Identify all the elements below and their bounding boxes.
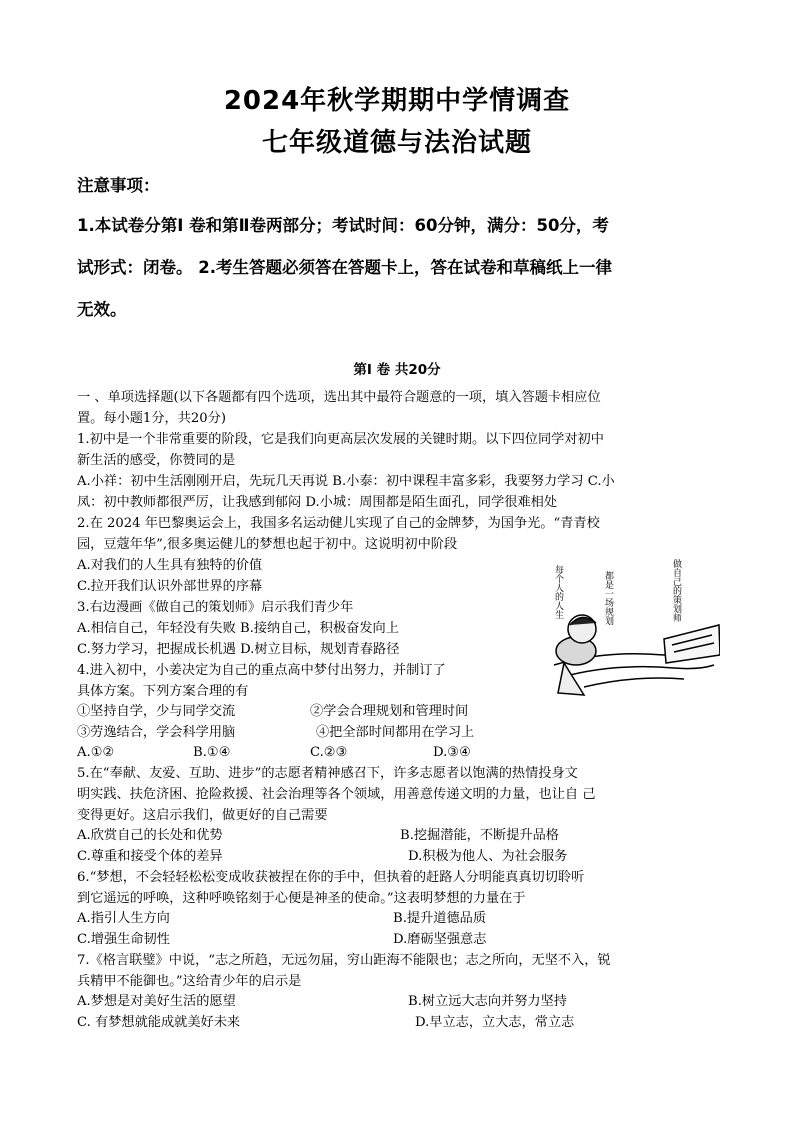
q6-stem-line-1: 6.“梦想，不会轻轻松松变成收获被捏在你的手中，但执着的赶路人分明能真真切切聆听: [77, 870, 585, 885]
q5-option-a: A.欣赏自己的长处和优势: [77, 828, 223, 843]
q1-stem-line-2: 新生活的感受，你赞同的是: [77, 453, 236, 468]
q4-item-1: ①坚持自学，少与同学交流: [77, 704, 236, 719]
q4-stem-line-2: 具体方案。下列方案合理的有: [77, 684, 249, 699]
q3-options-cd: C.努力学习，把握成长机遇 D.树立目标，规划青春路径: [77, 642, 400, 657]
q5-option-b: B.挖掘潜能，不断提升品格: [400, 828, 559, 843]
q2-option-a: A.对我们的人生具有独特的价值: [77, 558, 263, 573]
q7-option-c: C. 有梦想就能成就美好未来: [77, 1015, 241, 1030]
q5-option-d: D.积极为他人、为社会服务: [408, 849, 568, 864]
notice-line-1: 1.本试卷分第Ⅰ 卷和第Ⅱ卷两部分；考试时间：60分钟，满分：50分，考: [77, 216, 609, 235]
q6-option-c: C.增强生命韧性: [77, 932, 170, 947]
q7-option-b: B.树立远大志向并努力坚持: [408, 994, 567, 1009]
q7-stem-line-1: 7.《格言联璧》中说，“志之所趋，无远勿届，穷山距海不能限也；志之所向，无坚不入，锐: [77, 953, 611, 968]
q3-stem: 3.右边漫画《做自己的策划师》启示我们青少年: [77, 600, 354, 615]
section-instructions-line-2: 置。每小题1分，共20分): [77, 411, 227, 426]
q1-stem-line-1: 1.初中是一个非常重要的阶段，它是我们向更高层次发展的关键时期。以下四位同学对初中: [77, 432, 604, 447]
notice-heading: 注意事项：: [77, 176, 160, 195]
q3-options-ab: A.相信自己，年轻没有失败 B.接纳自己，积极奋发向上: [77, 621, 399, 636]
q4-option-b: B.①④: [193, 745, 231, 760]
q6-option-a: A.指引人生方向: [77, 911, 170, 926]
q2-stem-line-1: 2.在 2024 年巴黎奥运会上，我国多名运动健儿实现了自己的金牌梦，为国争光。“青青校: [77, 516, 600, 531]
q7-option-d: D.早立志，立大志，常立志: [415, 1015, 575, 1030]
q5-stem-line-2: 明实践、扶危济困、抢险救援、社会治理等各个领域，用善意传递文明的力量，也让自 己: [77, 787, 596, 802]
q4-stem-line-1: 4.进入初中，小姜决定为自己的重点高中梦付出努力，并制订了: [77, 663, 446, 678]
q4-option-d: D.③④: [433, 745, 471, 760]
section-heading: 第Ⅰ 卷 共20分: [353, 362, 441, 378]
cartoon-planner-image: [544, 555, 720, 703]
q4-item-4: ④把全部时间都用在学习上: [316, 725, 475, 740]
q6-option-b: B.提升道德品质: [393, 911, 487, 926]
q4-option-a: A.①②: [77, 745, 115, 760]
q4-item-2: ②学会合理规划和管理时间: [310, 704, 469, 719]
notice-line-3: 无效。: [77, 300, 127, 319]
q4-item-3: ③劳逸结合，学会科学用脑: [77, 725, 236, 740]
exam-title-line1: 2024年秋学期期中学情调查: [223, 86, 571, 116]
notice-line-2: 试形式：闭卷。 2.考生答题必须答在答题卡上，答在试卷和草稿纸上一律: [77, 258, 612, 277]
cartoon-text-left: 每个人的人生: [553, 565, 563, 619]
q1-options-line-2: 凤：初中教师都很严厉，让我感到郁闷 D.小城：周围都是陌生面孔，同学很难相处: [77, 495, 558, 510]
q1-options-line-1: A.小祥：初中生活刚刚开启，先玩几天再说 B.小泰：初中课程丰富多彩，我要努力学习 C.小: [77, 474, 615, 489]
q2-option-c: C.拉开我们认识外部世界的序幕: [77, 579, 263, 594]
section-instructions-line-1: 一 、单项选择题(以下各题都有四个选项，选出其中最符合题意的一项，填入答题卡相应位: [77, 390, 601, 405]
cartoon-text-right: 做自己的策划师: [671, 559, 681, 622]
q7-stem-line-2: 兵精甲不能御也。”这给青少年的启示是: [77, 974, 302, 989]
q6-option-d: D.磨砺坚强意志: [393, 932, 487, 947]
q7-option-a: A.梦想是对美好生活的愿望: [77, 994, 236, 1009]
q5-stem-line-3: 变得更好。这启示我们，做更好的自己需要: [77, 808, 328, 823]
q5-option-c: C.尊重和接受个体的差异: [77, 849, 223, 864]
exam-title-line2: 七年级道德与法治试题: [261, 128, 532, 158]
q6-stem-line-2: 到它遥远的呼唤，这种呼唤铭刻于心便是神圣的使命。”这表明梦想的力量在于: [77, 891, 526, 906]
q5-stem-line-1: 5.在“奉献、友爱、互助、进步”的志愿者精神感召下，许多志愿者以饱满的热情投身文: [77, 766, 578, 781]
q2-stem-line-2: 园，豆蔻年华”,很多奥运健儿的梦想也起于初中。这说明初中阶段: [77, 537, 458, 552]
q4-option-c: C.②③: [310, 745, 348, 760]
cartoon-text-mid: 都是一场规划: [603, 571, 613, 625]
